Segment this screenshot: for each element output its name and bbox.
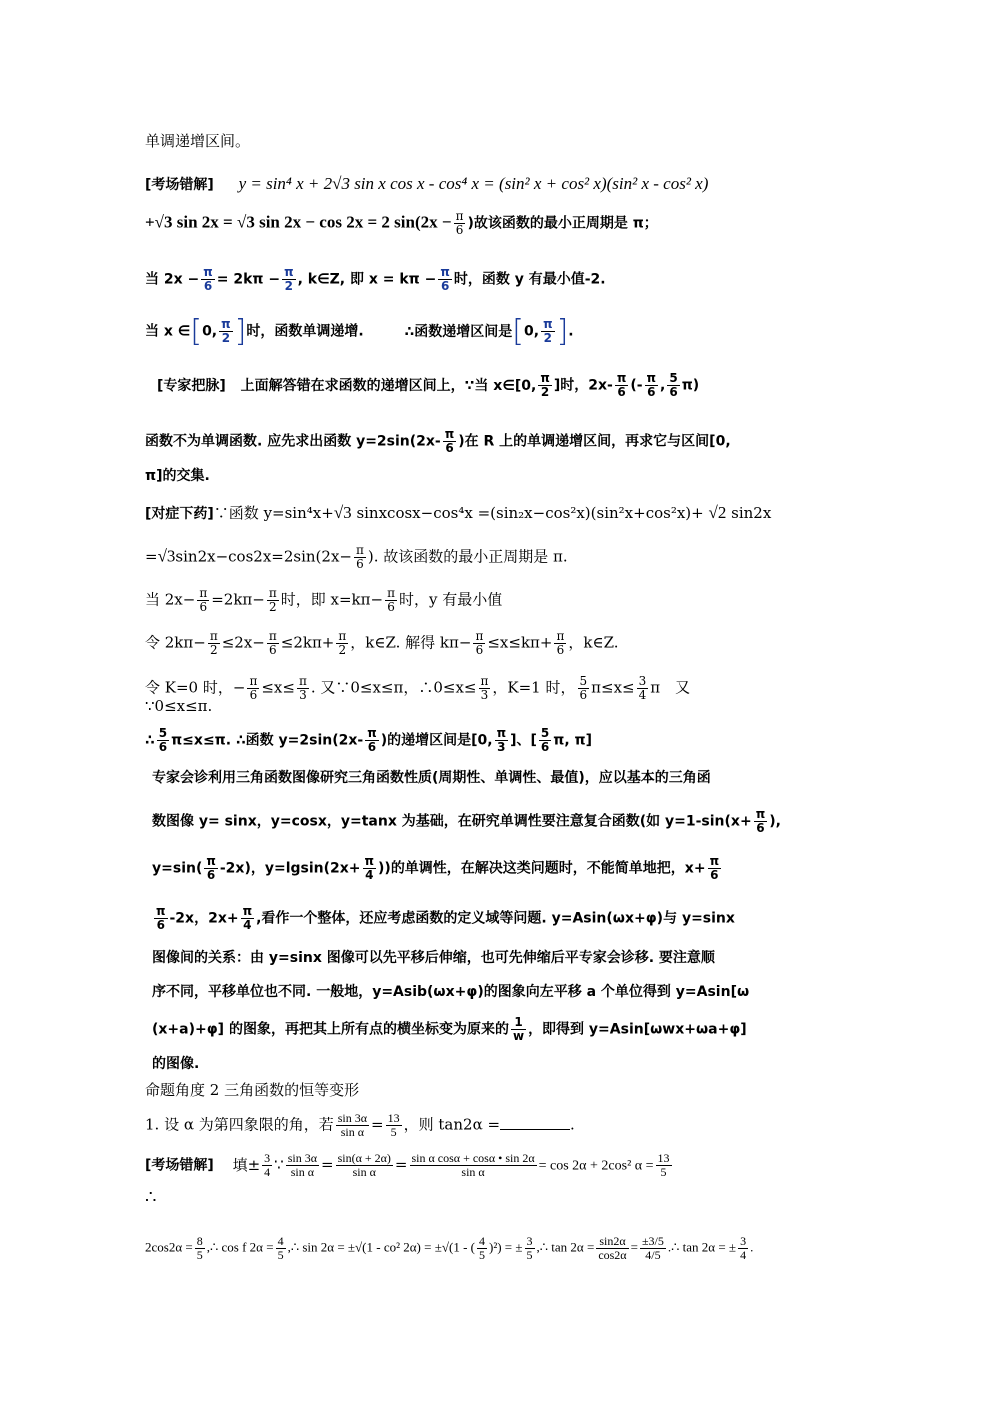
t: .∴ tan 2α = ± bbox=[667, 1239, 737, 1255]
t: ,∴ tan 2α = bbox=[536, 1239, 595, 1255]
t: ≤x≤ bbox=[261, 678, 295, 697]
t: ]、[ bbox=[510, 732, 537, 749]
line-20 bbox=[152, 948, 715, 968]
formula: +√3 sin 2x = √3 sin 2x − cos 2x = 2 sin(2x − bbox=[145, 212, 452, 232]
t: 0, bbox=[202, 323, 218, 340]
num: π bbox=[249, 674, 258, 688]
fraction bbox=[615, 372, 629, 399]
t: π≤x≤π. ∴函数 y=2sin(2x- bbox=[171, 732, 364, 749]
line-13 bbox=[145, 675, 690, 702]
den: 3 bbox=[297, 688, 309, 702]
fraction bbox=[541, 318, 555, 345]
t: = 2kπ − bbox=[216, 271, 281, 288]
t: ，则 tan2α = bbox=[403, 1115, 501, 1134]
num: 8 bbox=[196, 1234, 203, 1248]
den: 2 bbox=[538, 385, 552, 399]
den: 6 bbox=[197, 600, 209, 614]
line-8 bbox=[145, 466, 210, 486]
fraction bbox=[219, 318, 233, 345]
t: 当 2x − bbox=[145, 271, 200, 288]
den: sin α bbox=[336, 1125, 369, 1139]
fraction bbox=[443, 428, 457, 455]
t: √3 bbox=[157, 546, 176, 566]
den: 6 bbox=[201, 279, 215, 293]
line-18 bbox=[152, 855, 723, 882]
num: π bbox=[338, 629, 347, 643]
fraction bbox=[354, 544, 366, 571]
fraction bbox=[596, 1235, 628, 1262]
fraction bbox=[336, 630, 348, 657]
fraction bbox=[438, 266, 452, 293]
fraction bbox=[708, 855, 722, 882]
den: 6 bbox=[645, 385, 659, 399]
t: 2cos2α = bbox=[145, 1239, 193, 1255]
den: 6 bbox=[158, 740, 168, 754]
den: 3 bbox=[495, 740, 509, 754]
line-7 bbox=[145, 428, 731, 455]
fraction bbox=[538, 372, 552, 399]
fraction bbox=[473, 630, 485, 657]
t: -2x，2x+ bbox=[169, 910, 239, 927]
den: sin α bbox=[286, 1165, 319, 1179]
fraction bbox=[525, 1235, 535, 1262]
num: 1 bbox=[514, 1015, 523, 1029]
fraction bbox=[197, 587, 209, 614]
bracket: ] bbox=[234, 313, 247, 349]
t: , bbox=[660, 377, 666, 394]
num: 13 bbox=[657, 1151, 670, 1165]
line-1 bbox=[145, 131, 250, 151]
t: 图像间的关系：由 y=sinx 图像可以先平移后伸缩，也可先伸缩后平专家会诊移. 要注意顺 bbox=[152, 950, 715, 966]
num: sin 3α bbox=[337, 1111, 368, 1125]
line-3 bbox=[145, 210, 658, 237]
line-23 bbox=[152, 1054, 199, 1074]
t: (x+a)+φ] 的图象，再把其上所有点的横坐标变为原来的 bbox=[152, 1021, 509, 1038]
num: π bbox=[709, 854, 720, 868]
t: = bbox=[145, 547, 158, 566]
fraction bbox=[201, 266, 215, 293]
den: 4 bbox=[363, 868, 377, 882]
den: 5 bbox=[196, 1248, 203, 1262]
t: ≤x≤kπ+ bbox=[487, 633, 553, 652]
t: π 又 bbox=[650, 678, 691, 697]
t: π]的交集. bbox=[145, 468, 210, 484]
t: y=sin( bbox=[152, 860, 203, 877]
t: ,∴ cos f 2α = bbox=[206, 1239, 274, 1255]
fraction bbox=[363, 855, 377, 882]
t: ∴函数递增区间是 bbox=[404, 323, 513, 340]
t: sinxcosx−cos⁴x =(sin₂x−cos²x)(sin²x+cos²x)+ bbox=[356, 504, 704, 522]
num: π bbox=[268, 629, 277, 643]
bracket: ] bbox=[556, 313, 569, 349]
fraction bbox=[154, 905, 168, 932]
text: 单调递增区间。 bbox=[145, 132, 251, 150]
line-10 bbox=[145, 544, 568, 571]
t: 填± bbox=[232, 1155, 261, 1174]
den: sin α bbox=[336, 1165, 393, 1179]
t: (- bbox=[630, 377, 643, 394]
t: ≤2x− bbox=[221, 633, 265, 652]
den: sin α bbox=[410, 1165, 537, 1179]
t: . 又∵0≤x≤π，∴0≤x≤ bbox=[310, 678, 477, 697]
fraction bbox=[241, 905, 255, 932]
num: π bbox=[455, 209, 464, 223]
den: 6 bbox=[247, 688, 259, 702]
t: 当 2x− bbox=[145, 590, 196, 609]
t: π≤x≤ bbox=[591, 678, 635, 697]
den: 2 bbox=[219, 331, 233, 345]
num: π bbox=[268, 586, 277, 600]
den: 6 bbox=[708, 868, 722, 882]
t: 数图像 y= sinx，y=cosx，y=tanx 为基础，在研究单调性要注意复合函数(如 y=1-sin(x+ bbox=[152, 813, 752, 830]
num: π bbox=[209, 629, 218, 643]
den: cos2α bbox=[598, 1248, 627, 1262]
t: =2kπ− bbox=[211, 590, 265, 609]
t: ，k∈Z. 解得 kπ− bbox=[350, 633, 472, 652]
num: 3 bbox=[740, 1234, 747, 1248]
num: π bbox=[355, 543, 364, 557]
fraction bbox=[286, 1152, 319, 1179]
t: ，K=1 时， bbox=[492, 678, 576, 697]
line-9 bbox=[145, 503, 771, 524]
num: π bbox=[242, 904, 253, 918]
line-12 bbox=[145, 630, 619, 657]
num: 3 bbox=[264, 1151, 271, 1165]
den: 4 bbox=[740, 1248, 747, 1262]
t: 令 K=0 时，− bbox=[145, 678, 246, 697]
line-17 bbox=[152, 808, 781, 835]
den: 4 bbox=[241, 918, 255, 932]
t: ∴ bbox=[145, 1187, 157, 1208]
line-28: 2cos2α = $\frac{8}{5}$ ,∴ cos f 2α = $\frac{4}{5}$ ,∴ sin 2α = ±√(1 - co² 2α) = ±√(1 - ( $\frac{4}{5}$ )²) = ± $\frac{3}{5}$ ,∴ tan 2α = $\frac{\sin 2\alpha}{\cos 2\alpha}$ = $\frac{\pm 3/5}{4/5}$ .∴ tan 2α = ± $\frac{3}{4}$ . bbox=[145, 1234, 754, 1262]
den: 2 bbox=[541, 331, 555, 345]
t: )的递增区间是[0, bbox=[380, 732, 493, 749]
num: π bbox=[199, 586, 208, 600]
num: π bbox=[206, 854, 216, 868]
line-5: 当 x ∈[0, $\frac{\pi}{2}$ ]时，函数单调递增. ∴函数递增区间是[0, $\frac{\pi}{2}$ ]. bbox=[145, 313, 574, 349]
num: 3 bbox=[526, 1234, 533, 1248]
t: ∵0≤x≤π. bbox=[145, 697, 213, 715]
line-25 bbox=[145, 1112, 575, 1139]
t: √2 bbox=[708, 503, 727, 522]
fraction bbox=[386, 1112, 402, 1139]
line-15 bbox=[145, 727, 592, 754]
t: , k∈Z, 即 x = kπ − bbox=[297, 271, 437, 288]
num: π bbox=[444, 427, 455, 441]
t: 的图像. bbox=[152, 1056, 200, 1072]
fraction bbox=[204, 855, 218, 882]
den: 6 bbox=[669, 385, 678, 399]
den: 5 bbox=[478, 1248, 485, 1262]
t: 时，y 有最小值 bbox=[398, 590, 503, 609]
fraction bbox=[645, 372, 659, 399]
num: 4 bbox=[478, 1234, 485, 1248]
den: 6 bbox=[473, 643, 485, 657]
fraction bbox=[495, 727, 509, 754]
fraction bbox=[365, 727, 379, 754]
fraction bbox=[754, 808, 768, 835]
num: π bbox=[616, 371, 627, 385]
num: sin(α + 2α) bbox=[337, 1151, 391, 1165]
t: ). 故该函数的最小正周期是 π. bbox=[367, 547, 568, 566]
line-27 bbox=[145, 1188, 156, 1208]
num: π bbox=[755, 807, 766, 821]
line-6 bbox=[145, 372, 699, 399]
t: ,∴ sin 2α = ±√(1 - co² 2α) = ±√(1 - ( bbox=[287, 1239, 475, 1255]
num: sin 3α bbox=[287, 1151, 317, 1165]
t: π, π] bbox=[553, 732, 592, 749]
fraction bbox=[477, 1235, 487, 1262]
t: sin2x−cos2x=2sin(2x− bbox=[175, 547, 352, 566]
den: 3 bbox=[479, 688, 491, 702]
den: 5 bbox=[526, 1248, 533, 1262]
num: π bbox=[156, 904, 166, 918]
num: ±3/5 bbox=[641, 1234, 664, 1248]
fraction bbox=[511, 1016, 526, 1043]
num: π bbox=[284, 265, 294, 279]
line-22 bbox=[152, 1016, 747, 1043]
t: ∵ bbox=[274, 1155, 284, 1174]
den: 4 bbox=[264, 1165, 271, 1179]
den: 5 bbox=[386, 1125, 402, 1139]
t: 1. 设 α 为第四象限的角，若 bbox=[145, 1115, 334, 1134]
t: ，k∈Z. bbox=[568, 633, 619, 652]
t: )²) = ± bbox=[488, 1239, 523, 1255]
num: π bbox=[475, 629, 484, 643]
num: 4 bbox=[277, 1234, 284, 1248]
t: √3 bbox=[333, 503, 352, 522]
t: 时，即 x=kπ− bbox=[280, 590, 384, 609]
den: 6 bbox=[267, 643, 279, 657]
answer-blank[interactable] bbox=[500, 1115, 570, 1130]
num: 5 bbox=[579, 674, 588, 688]
den: 2 bbox=[267, 600, 279, 614]
t: ∴ bbox=[145, 732, 155, 749]
num: π bbox=[203, 265, 213, 279]
tag-expert: [专家把脉] bbox=[157, 377, 226, 394]
fraction bbox=[336, 1112, 369, 1139]
tag-error-solution: [考场错解] bbox=[145, 177, 214, 193]
den: 6 bbox=[443, 441, 457, 455]
t: ∵函数 y=sin⁴x+ bbox=[213, 504, 334, 522]
den: 6 bbox=[438, 279, 452, 293]
t: 命题角度 2 三角函数的恒等变形 bbox=[145, 1081, 360, 1099]
text: )故该函数的最小正周期是 π； bbox=[467, 215, 658, 232]
bracket: [ bbox=[512, 313, 525, 349]
tag-error-solution: [考场错解] bbox=[145, 1157, 214, 1174]
num: π bbox=[221, 317, 231, 331]
den: 6 bbox=[154, 918, 168, 932]
t: ≤2kπ+ bbox=[280, 633, 335, 652]
formula: y = sin⁴ x + 2√3 sin x cos x - cos⁴ x = (sin² x + cos² x)(sin² x - cos² x) bbox=[238, 174, 709, 193]
t: = bbox=[371, 1115, 384, 1134]
line-21 bbox=[152, 982, 749, 1002]
fraction bbox=[539, 727, 551, 754]
den: 4/5 bbox=[640, 1248, 666, 1262]
den: 2 bbox=[282, 279, 296, 293]
num: π bbox=[367, 726, 377, 740]
fraction bbox=[637, 675, 649, 702]
den: 6 bbox=[540, 740, 550, 754]
t: 令 2kπ− bbox=[145, 633, 206, 652]
den: 6 bbox=[579, 688, 588, 702]
t: = bbox=[630, 1239, 638, 1255]
fraction bbox=[262, 1152, 272, 1179]
t: 上面解答错在求函数的递增区间上，∵当 x∈[0, bbox=[240, 377, 537, 394]
den: 6 bbox=[365, 740, 379, 754]
t: 专家会诊利用三角函数图像研究三角函数性质(周期性、单调性、最值)，应以基本的三角函 bbox=[152, 770, 711, 786]
num: 3 bbox=[638, 674, 647, 688]
fraction bbox=[267, 587, 279, 614]
line-11 bbox=[145, 587, 502, 614]
den: 5 bbox=[656, 1165, 672, 1179]
t: ]时，2x- bbox=[553, 377, 613, 394]
t: )在 R 上的单调递增区间，再求它与区间[0, bbox=[458, 433, 731, 450]
t: ), bbox=[769, 813, 781, 830]
num: 5 bbox=[540, 726, 550, 740]
den: 4 bbox=[638, 688, 647, 702]
fraction bbox=[640, 1235, 666, 1262]
t: 序不同，平移单位也不同. 一般地，y=Asib(ωx+φ)的图象向左平移 a 个单位得到 y=Asin[ω bbox=[152, 984, 750, 1000]
t: 函数不为单调函数. 应先求出函数 y=2sin(2x- bbox=[145, 433, 441, 450]
num: π bbox=[556, 629, 565, 643]
num: π bbox=[540, 371, 550, 385]
t: 时，函数单调递增. bbox=[246, 323, 364, 340]
fraction bbox=[738, 1235, 748, 1262]
den: 6 bbox=[354, 557, 366, 571]
t: . bbox=[570, 1115, 575, 1134]
num: π bbox=[646, 371, 657, 385]
tag-remedy: [对症下药] bbox=[145, 506, 214, 522]
line-24 bbox=[145, 1080, 359, 1100]
t: ，即得到 y=Asin[ωwx+ωa+φ] bbox=[528, 1021, 747, 1038]
t: ,看作一个整体，还应考虑函数的定义域等问题. y=Asin(ωx+φ)与 y=sinx bbox=[256, 910, 735, 927]
fraction bbox=[267, 630, 279, 657]
den: 6 bbox=[554, 643, 566, 657]
num: π bbox=[543, 317, 553, 331]
num: 5 bbox=[158, 726, 168, 740]
fraction bbox=[276, 1235, 286, 1262]
line-14 bbox=[145, 696, 212, 716]
den: 6 bbox=[385, 600, 397, 614]
fraction bbox=[667, 372, 679, 399]
t: -2x)，y=lgsin(2x+ bbox=[219, 860, 361, 877]
den: 6 bbox=[204, 868, 218, 882]
line-16 bbox=[152, 768, 711, 788]
fraction bbox=[656, 1152, 672, 1179]
num: π bbox=[480, 674, 489, 688]
t: 当 x ∈ bbox=[145, 323, 191, 340]
num: 5 bbox=[669, 371, 678, 385]
fraction bbox=[454, 210, 466, 237]
fraction bbox=[410, 1152, 537, 1179]
den: w bbox=[512, 1029, 525, 1043]
t: = cos 2α + 2cos² α = bbox=[538, 1158, 654, 1174]
t: ))的单调性，在解决这类问题时，不能简单地把，x+ bbox=[378, 860, 706, 877]
fraction bbox=[336, 1152, 393, 1179]
den: 6 bbox=[754, 821, 768, 835]
den: 6 bbox=[454, 223, 466, 237]
t: sin2x bbox=[731, 504, 772, 522]
fraction bbox=[578, 675, 590, 702]
bracket: [ bbox=[190, 313, 203, 349]
den: 2 bbox=[208, 643, 220, 657]
t: 0, bbox=[524, 323, 540, 340]
fraction bbox=[554, 630, 566, 657]
fraction bbox=[385, 587, 397, 614]
num: π bbox=[387, 586, 395, 600]
line-26: [考场错解] 填± $\frac{3}{4}$ ∵ $\frac{\sin 3\alpha}{\text{sin α}}$ = $\frac{\sin(\alpha + 2\alpha)}{\text{sin α}}$ = $\frac{\text{sin α cosα + cosα • sin 2α}}{\text{sin α}}$ = cos 2α + 2cos² α = $\frac{13}{5}$ bbox=[145, 1151, 670, 1179]
fraction bbox=[282, 266, 296, 293]
fraction bbox=[479, 675, 491, 702]
num: sin α cosα + cosα • sin 2α bbox=[411, 1151, 535, 1165]
den: 5 bbox=[277, 1248, 284, 1262]
den: 6 bbox=[615, 385, 629, 399]
fraction bbox=[247, 675, 259, 702]
line-2 bbox=[145, 174, 708, 195]
num: π bbox=[364, 854, 375, 868]
fraction bbox=[297, 675, 309, 702]
line-4 bbox=[145, 266, 606, 293]
den: 2 bbox=[336, 643, 348, 657]
num: 13 bbox=[387, 1111, 400, 1125]
fraction bbox=[208, 630, 220, 657]
num: π bbox=[440, 265, 450, 279]
num: π bbox=[298, 674, 307, 688]
num: π bbox=[496, 726, 507, 740]
fraction bbox=[195, 1235, 205, 1262]
num: sin2α bbox=[599, 1234, 626, 1248]
t: 时，函数 y 有最小值-2. bbox=[453, 271, 606, 288]
fraction bbox=[157, 727, 169, 754]
t: π) bbox=[681, 377, 700, 394]
line-19 bbox=[152, 905, 735, 932]
